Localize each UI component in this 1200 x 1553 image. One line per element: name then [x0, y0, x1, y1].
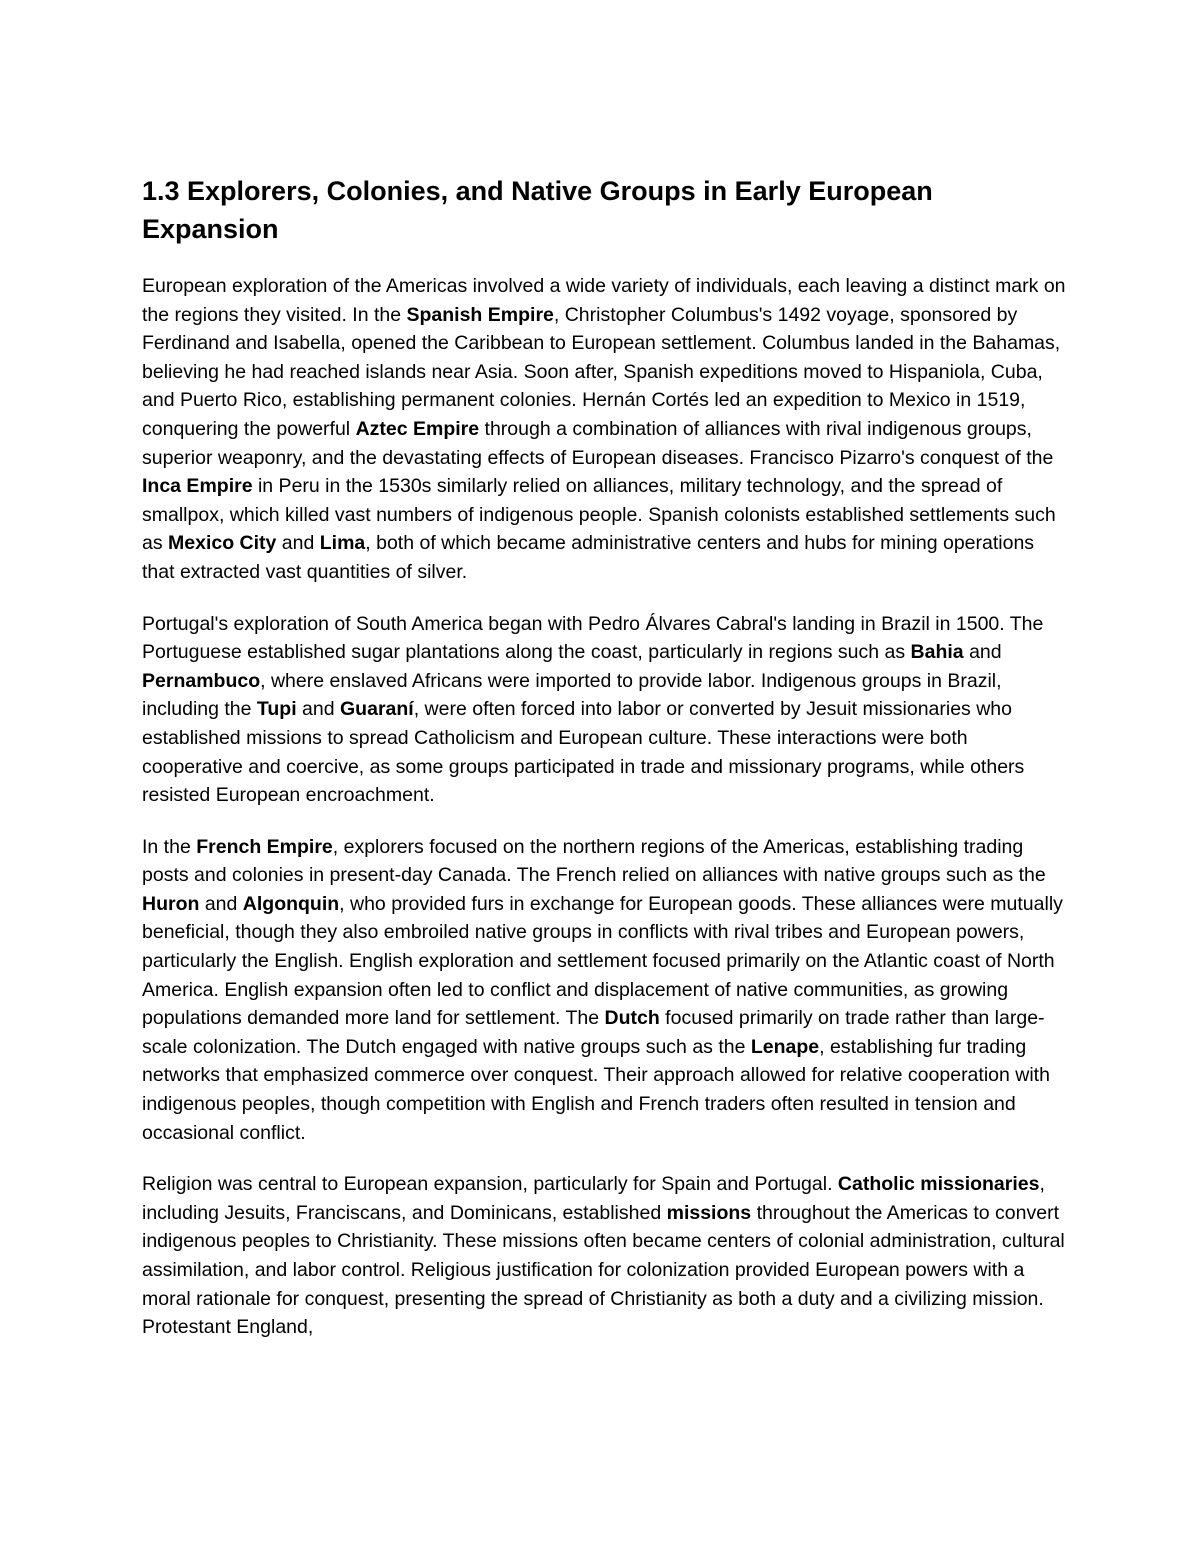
paragraph-text: Religion was central to European expansion, particularly for Spain and Portugal.	[142, 1173, 838, 1196]
paragraph-text: , including Jesuits, Franciscans, and Dominicans, established	[142, 1173, 1045, 1224]
term-dutch: Dutch	[604, 1007, 660, 1030]
paragraph-text: , who provided furs in exchange for European goods. These alliances were mutually beneficial, though they also embroiled native groups in conflicts with rival tribes and European powers, particularly the English. English exploration and settlement focused primarily on the Atlantic coast of North America. English expansion often led to conflict and displacement of native communities, as growing populations demanded more land for settlement. The	[142, 892, 1063, 1030]
term-mexico-city: Mexico City	[168, 532, 277, 555]
paragraph-text: in Peru in the 1530s similarly relied on alliances, military technology, and the spread of smallpox, which killed vast numbers of indigenous people. Spanish colonists established settlements such as	[142, 475, 1056, 555]
paragraph-portugal	[142, 610, 1067, 810]
paragraph-text: , both of which became administrative centers and hubs for mining operations that extracted vast quantities of silver.	[142, 532, 1035, 583]
paragraph-text: , Christopher Columbus's 1492 voyage, sponsored by Ferdinand and Isabella, opened the Caribbean to European settlement. Columbus landed in the Bahamas, believing he had reached islands near Asia. Soon after, Spanish expeditions moved to Hispaniola, Cuba, and Puerto Rico, establishing permanent colonies. Hernán Cortés led an expedition to Mexico in 1519, conquering the powerful	[142, 303, 1061, 440]
term-french-empire: French Empire	[196, 835, 333, 858]
document-page	[142, 172, 1067, 1365]
paragraph-religion	[142, 1170, 1067, 1342]
term-inca-empire: Inca Empire	[142, 475, 253, 498]
paragraph-text: In the	[142, 835, 197, 858]
term-pernambuco: Pernambuco	[142, 669, 261, 692]
paragraph-french-empire	[142, 833, 1067, 1148]
paragraph-text: , where enslaved Africans were imported to provide labor. Indigenous groups in Brazil, including the	[142, 669, 1002, 721]
paragraph-text: , were often forced into labor or converted by Jesuit missionaries who established missions to spread Catholicism and European culture. These interactions were both cooperative and coercive, as some groups participated in trade and missionary programs, while others resisted European encroachment.	[142, 698, 1025, 807]
term-lenape: Lenape	[750, 1035, 820, 1058]
page-title: 1.3 Explorers, Colonies, and Native Groups in Early European Expansion	[142, 176, 933, 244]
term-lima: Lima	[319, 532, 366, 555]
paragraph-text: and	[963, 641, 1002, 664]
term-catholic-missionaries: Catholic missionaries	[837, 1173, 1040, 1196]
term-aztec-empire: Aztec Empire	[355, 417, 480, 440]
term-algonquin: Algonquin	[242, 892, 340, 915]
paragraph-text: , establishing fur trading networks that emphasized commerce over conquest. Their approach allowed for relative cooperation with indigenous peoples, though competition with English and French traders often resulted in tension and occasional conflict.	[142, 1035, 1050, 1144]
paragraph-text: and	[199, 892, 243, 915]
paragraph-spanish-empire	[142, 272, 1067, 587]
term-huron: Huron	[142, 892, 200, 915]
term-missions: missions	[666, 1201, 752, 1224]
paragraph-text: European exploration of the Americas involved a wide variety of individuals, each leaving a distinct mark on the regions they visited. In the	[142, 275, 1066, 326]
paragraph-text: through a combination of alliances with rival indigenous groups, superior weaponry, and the devastating effects of European diseases. Francisco Pizarro's conquest of the	[142, 417, 1054, 469]
paragraph-text: focused primarily on trade rather than large-scale colonization. The Dutch engaged with native groups such as the	[142, 1007, 1045, 1058]
paragraph-text: throughout the Americas to convert indigenous peoples to Christianity. These missions often became centers of colonial administration, cultural assimilation, and labor control. Religious justification for colonization provided European powers with a moral rationale for conquest, presenting the spread of Christianity as both a duty and a civilizing mission. Protestant England,	[142, 1201, 1065, 1339]
paragraph-text: and	[296, 698, 341, 721]
term-spanish-empire: Spanish Empire	[406, 303, 554, 326]
term-guarani: Guaraní	[340, 698, 414, 721]
term-bahia: Bahia	[910, 641, 964, 664]
paragraph-text: , explorers focused on the northern regions of the Americas, establishing trading posts and colonies in present-day Canada. The French relied on alliances with native groups such as the	[142, 835, 1046, 887]
paragraph-text: Portugal's exploration of South America began with Pedro Álvares Cabral's landing in Brazil in 1500. The Portuguese established sugar plantations along the coast, particularly in regions such as	[142, 612, 1044, 664]
paragraph-text: and	[276, 532, 320, 555]
term-tupi: Tupi	[256, 698, 297, 721]
